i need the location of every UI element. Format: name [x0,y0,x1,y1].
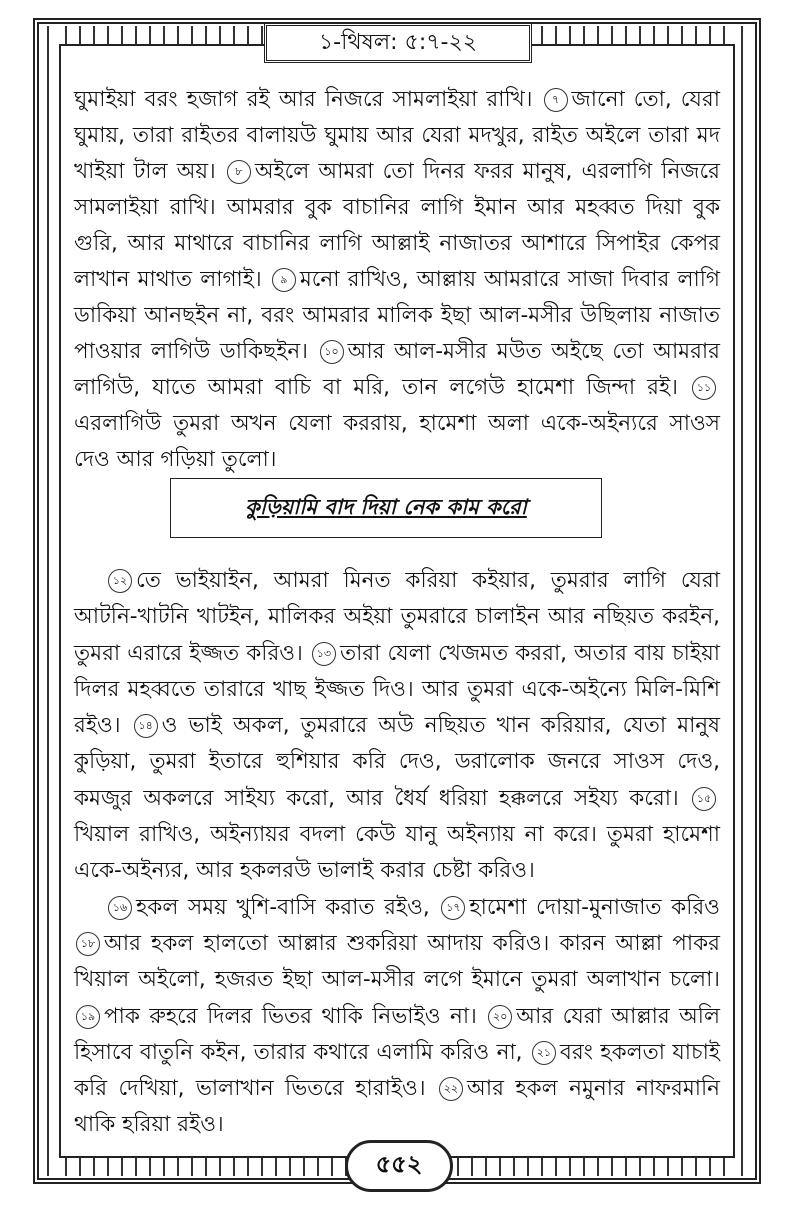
section-1-text [74,82,720,478]
text-segment: আর আল-মসীর মউত অইছে তো আমরার লাগিউ, যাতে আমরা বাচি বা মরি, তান লগেউ হামেশা জিন্দা রই। [74,339,720,400]
verse-number: ২০ [488,1005,512,1029]
text-segment: হকল সময় খুশি-বাসি করাত রইও, [136,894,430,920]
verse-number: ৭ [544,88,568,112]
verse-number: ১৩ [312,642,336,666]
text-segment: আর যেরা আল্লার অলি হিসাবে বাতুনি কইন, তারার কথারে এলামি করিও না, [74,1003,720,1065]
paragraph [74,890,720,1144]
text-segment: ও ভাই অকল, তুমরারে অউ নছিয়ত খান করিয়ার, যেতা মানুষ কুড়িয়া, তুমরা ইতারে হুশিয়ার করি দেও, ডরালোক জনরে সাওস দেও, কমজুর অকলরে সাইয্য করো, আর ধৈর্য ধরিয়া হক্কলরে সইয্য করো। [74,713,720,811]
text-segment: অইলে আমরা তো দিনর ফরর মানুষ, এরলাগি নিজরে সামলাইয়া রাখি। আমরার বুক বাচানির লাগি ইমান আর মহব্বত দিয়া বুক গুরি, আর মাথারে বাচানির লাগি আল্লাই নাজাতর আশারে সিপাইর কেপর লাখান মাথাত লাগাই। [74,159,720,292]
verse-number: ১৪ [134,714,158,738]
verse-number: ১৮ [76,932,100,956]
text-segment: হামেশা দোয়া-মুনাজাত করিও [469,894,720,920]
text-segment: তারা যেলা খেজমত কররা, অতার বায় চাইয়া দিলর মহব্বতে তারারে খাছ ইজ্জত দিও। আর তুমরা একে-অইন্যে মিলি-মিশি রইও। [74,640,720,739]
running-header: ১-থিষল: ৫:৭-২২ [264,23,532,63]
text-segment: পাক রুহরে দিলর ভিতর থাকি নিভাইও না। [104,1003,477,1029]
verse-number: ১৭ [441,896,465,920]
section-2-text [74,563,720,1144]
paragraph [74,82,720,478]
verse-number: ১০ [320,340,344,364]
page-number: ৫৫২ [345,1140,453,1192]
verse-number: ২২ [439,1077,463,1101]
text-segment: বরং হকলতা যাচাই করি দেখিয়া, ভালাখান ভিতরে হারাইও। [74,1039,720,1102]
verse-number: ১৬ [108,896,132,920]
verse-number: ১১ [692,376,716,400]
verse-number: ৯ [272,268,296,292]
verse-number: ২১ [532,1041,556,1065]
verse-number: ১৫ [692,787,716,811]
verse-number: ৮ [227,160,251,184]
text-segment: তে ভাইয়াইন, আমরা মিনত করিয়া কইয়ার, তুমরার লাগি যেরা আটনি-খাটনি খাটইন, মালিকর অইয়া তুমরারে চালাইন আর নছিয়ত করইন, তুমরা এরারে ইজ্জত করিও। [74,568,720,666]
text-segment: ঘুমাইয়া বরং হজাগ রই আর নিজরে সামলাইয়া রাখি। [74,87,533,112]
verse-number: ১২ [108,569,132,593]
text-segment: মনো রাখিও, আল্লায় আমরারে সাজা দিবার লাগি ডাকিয়া আনছইন না, বরং আমরার মালিক ইছা আল-মসীর উছিলায় নাজাত পাওয়ার লাগিউ ডাকিছইন। [74,267,720,364]
text-segment: এরলাগিউ তুমরা অখন যেলা কররায়, হামেশা অলা একে-অইন্যরে সাওস দেও আর গড়িয়া তুলো। [74,411,720,472]
section-heading: কুড়িয়ামি বাদ দিয়া নেক কাম করো [170,478,602,538]
text-segment: আর হকল হালতো আল্লার শুকরিয়া আদায় করিও। কারন আল্লা পাকর খিয়াল অইলো, হজরত ইছা আল-মসীর লগে ইমানে তুমরা অলাখান চলো। [74,930,720,993]
text-segment: খিয়াল রাখিও, অইন্যায়র বদলা কেউ যানু অইন্যায় না করে। তুমরা হামেশা একে-অইন্যর, আর হকলরউ ভালাই করার চেষ্টা করিও। [74,822,720,884]
paragraph [74,563,720,890]
verse-number: ১৯ [76,1005,100,1029]
text-segment: জানো তো, যেরা ঘুমায়, তারা রাইতর বালায়উ ঘুমায় আর যেরা মদখুর, রাইত অইলে তারা মদ খাইয়া টাল অয়। [74,87,720,184]
text-segment: আর হকল নমুনার নাফরমানি থাকি হরিয়া রইও। [74,1076,720,1138]
